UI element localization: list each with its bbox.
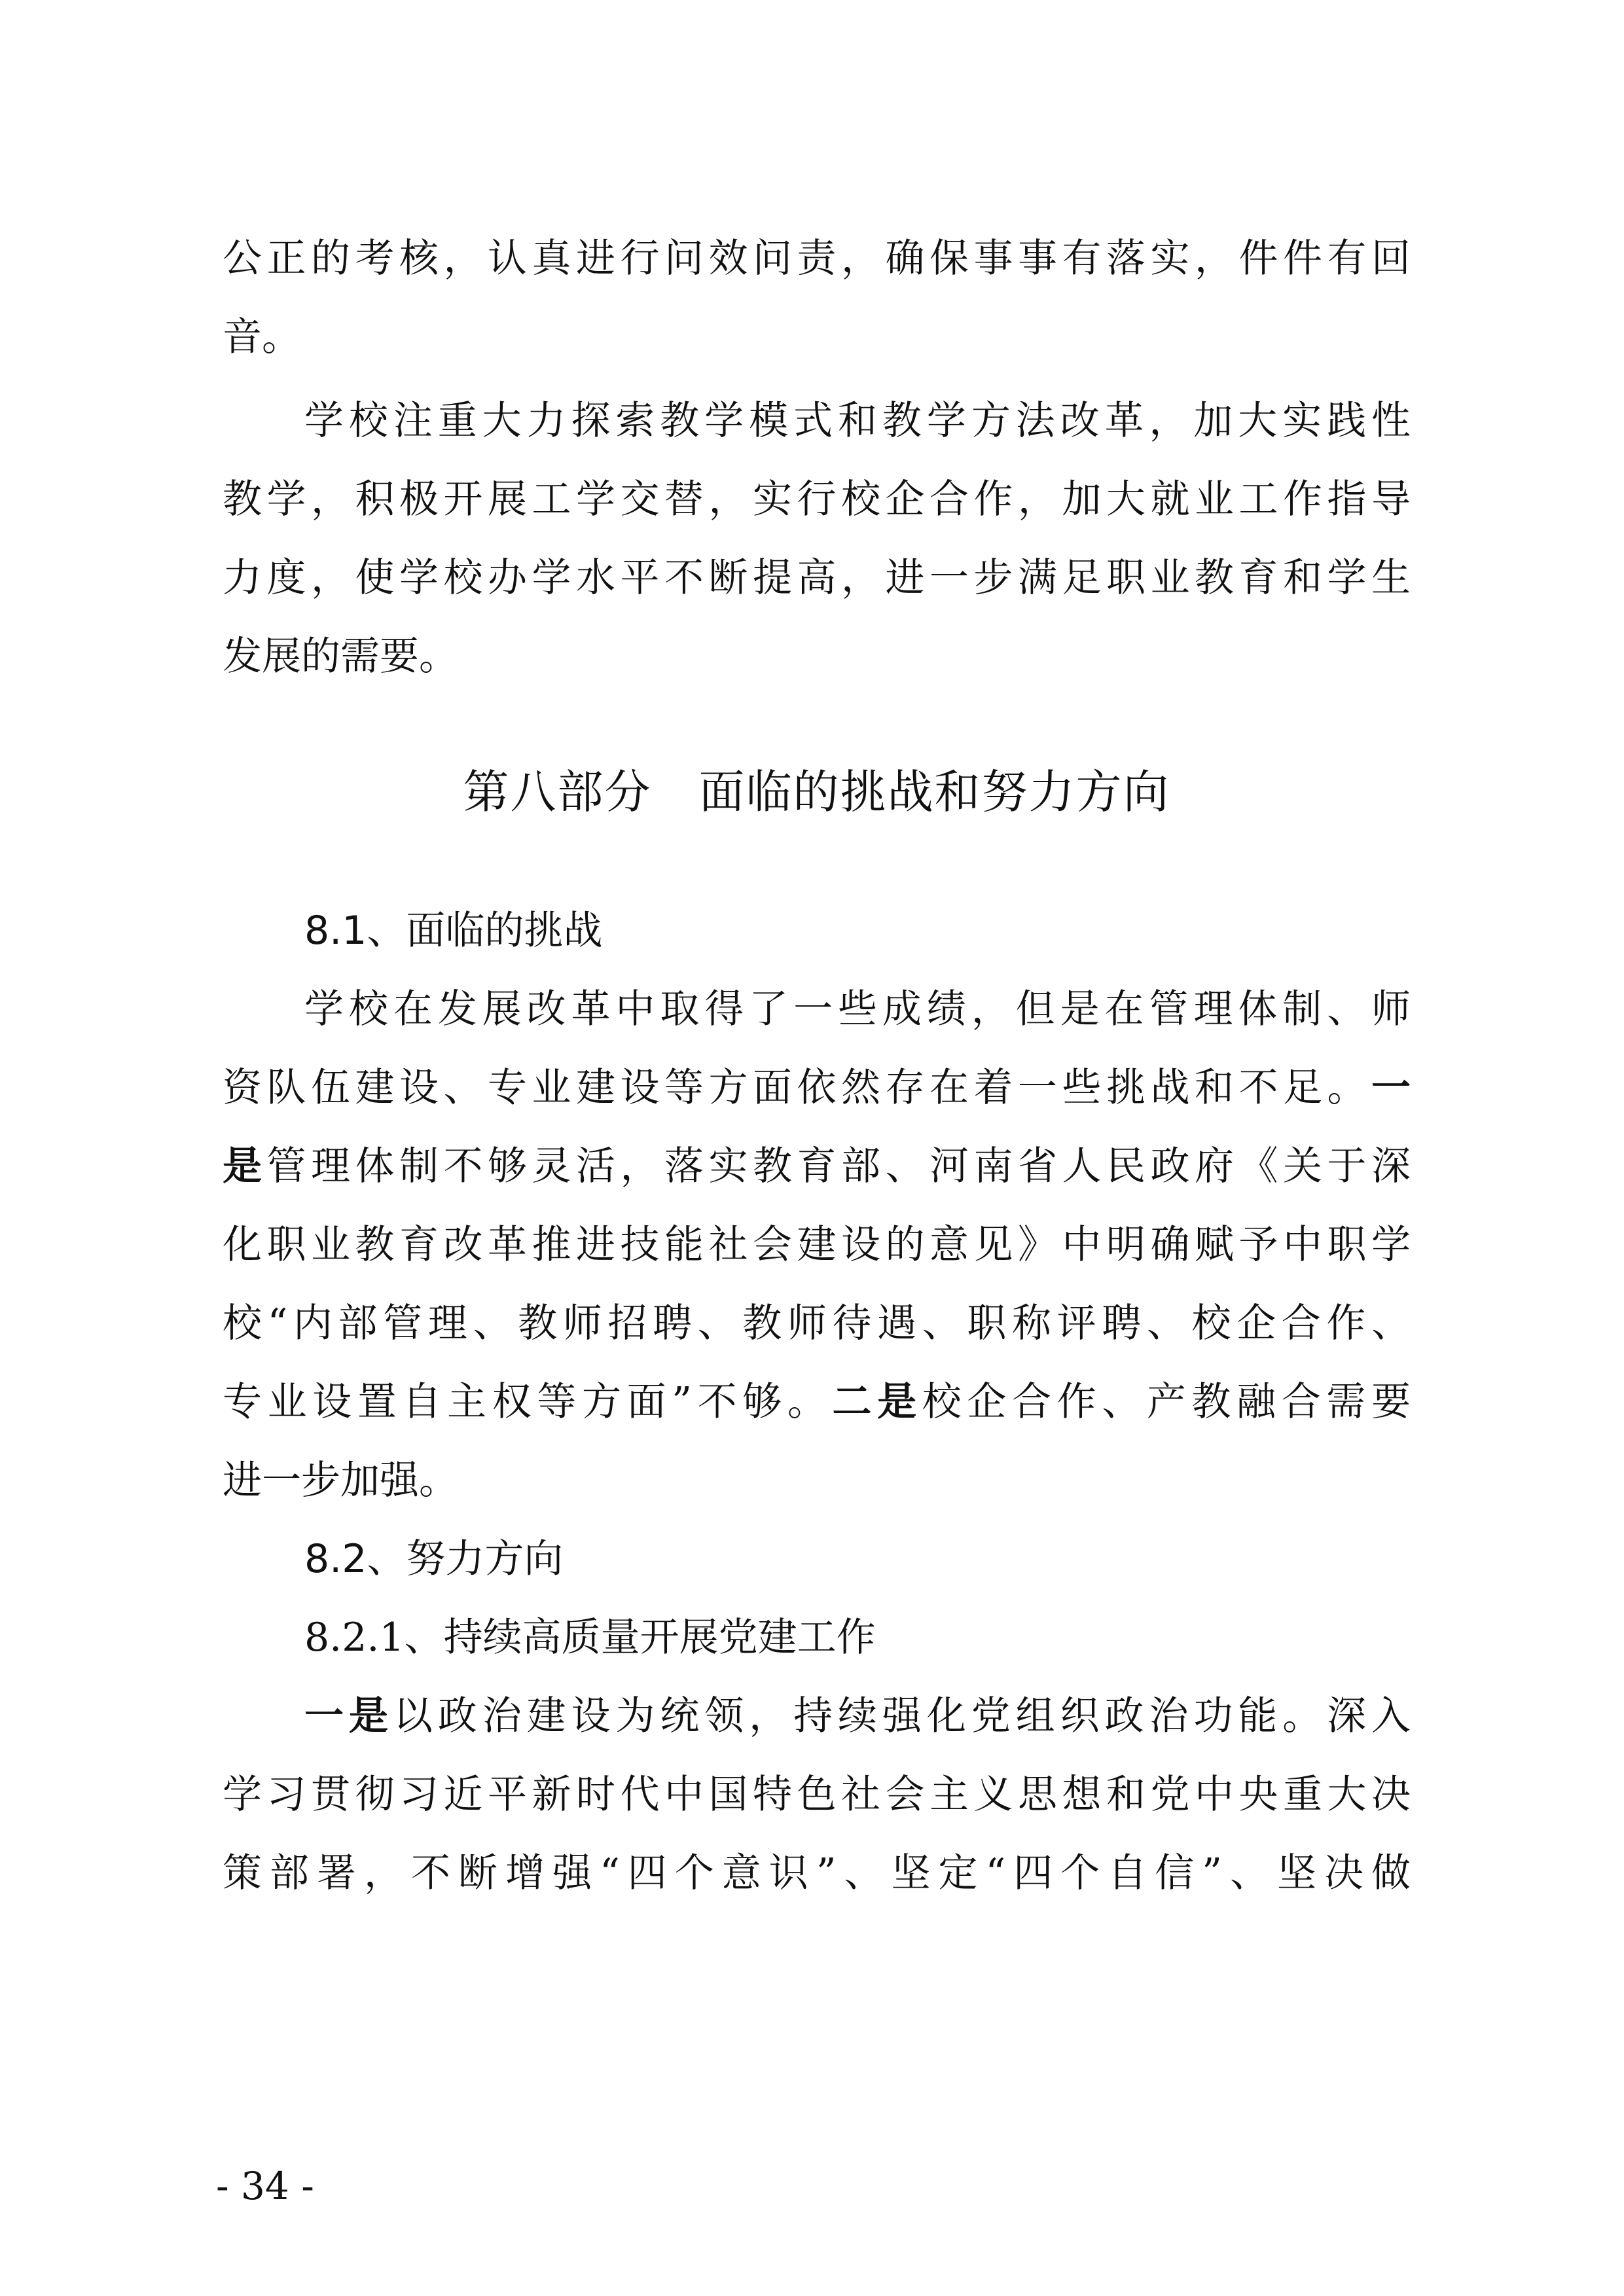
section-title-8-2: 8.2、努力方向 [304,1536,564,1582]
paragraph-line [223,1372,1411,1431]
part-heading: 第八部分 面临的挑战和努力方向 [463,765,1170,819]
paragraph-line: 教学，积极开展工学交替，实行校企合作，加大就业工作指导 [223,476,1411,522]
paragraph-line: 进一步加强。 [223,1458,458,1503]
paragraph-text: 校企合作、产教融合需要 [922,1379,1411,1425]
paragraph-text: 资队伍建设、专业建设等方面依然存在着一些挑战和不足。 [223,1065,1371,1111]
emphasis-text: 一 [1371,1065,1411,1111]
paragraph-line [223,1137,1411,1196]
page-number: - 34 - [216,2164,314,2208]
paragraph-line [223,1058,1411,1117]
paragraph-line: 策部署，不断增强“四个意识”、坚定“四个自信”、坚决做 [223,1850,1411,1896]
paragraph-line: 发展的需要。 [223,634,458,679]
subsection-title-8-2-1: 8.2.1、持续高质量开展党建工作 [304,1615,876,1660]
paragraph-line: 校“内部管理、教师招聘、教师待遇、职称评聘、校企合作、 [223,1300,1411,1346]
paragraph-line: 学习贯彻习近平新时代中国特色社会主义思想和党中央重大决 [223,1772,1411,1818]
paragraph-line: 化职业教育改革推进技能社会建设的意见》中明确赋予中职学 [223,1222,1411,1268]
paragraph-text: 专业设置自主权等方面”不够。 [223,1379,833,1425]
paragraph-line [304,1687,1411,1746]
paragraph-line: 音。 [223,314,301,360]
paragraph-line: 学校注重大力探索教学模式和教学方法改革，加大实践性 [304,398,1411,444]
paragraph-line: 学校在发展改革中取得了一些成绩，但是在管理体制、师 [304,986,1411,1032]
section-title-8-1: 8.1、面临的挑战 [304,908,603,954]
paragraph-text: 以政治建设为统领，持续强化党组织政治功能。深入 [393,1693,1411,1739]
paragraph-line: 公正的考核，认真进行问效问责，确保事事有落实，件件有回 [223,236,1411,281]
paragraph-line: 力度，使学校办学水平不断提高，进一步满足职业教育和学生 [223,555,1411,601]
emphasis-text: 是 [223,1143,267,1189]
emphasis-text: 二是 [832,1379,922,1425]
emphasis-text: 一是 [304,1693,393,1739]
paragraph-text: 管理体制不够灵活，落实教育部、河南省人民政府《关于深 [266,1143,1411,1189]
